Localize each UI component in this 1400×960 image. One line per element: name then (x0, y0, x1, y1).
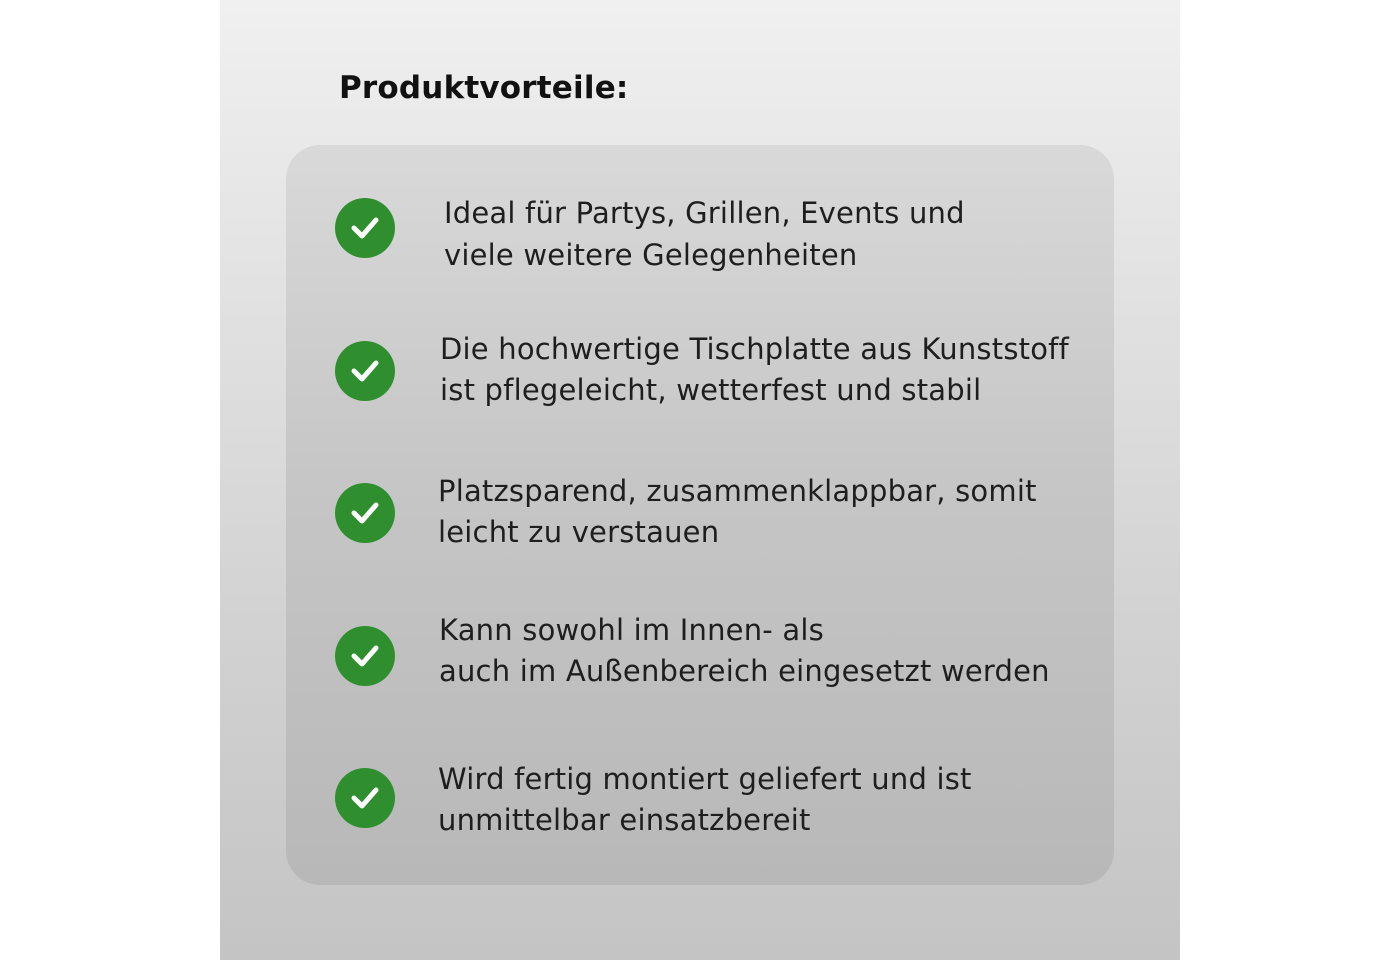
check-circle-icon (335, 483, 395, 543)
benefit-text (444, 192, 965, 276)
benefit-text (438, 471, 1037, 553)
benefit-line-2: ist pflegeleicht, wetterfest und stabil (440, 373, 982, 407)
benefit-line-1: Kann sowohl im Innen- als (439, 613, 824, 647)
benefits-card (286, 145, 1114, 885)
benefit-item-1 (286, 185, 1114, 285)
benefit-line-1: Platzsparend, zusammenklappbar, somit (438, 474, 1037, 508)
benefit-text (439, 610, 1050, 692)
page-title: Produktvorteile: (339, 70, 629, 106)
benefit-line-2: viele weitere Gelegenheiten (444, 238, 858, 272)
benefit-line-2: leicht zu verstauen (438, 515, 720, 549)
benefit-item-3 (286, 470, 1114, 570)
benefit-line-1: Wird fertig montiert geliefert und ist (438, 762, 972, 796)
check-circle-icon (335, 341, 395, 401)
check-circle-icon (335, 626, 395, 686)
check-circle-icon (335, 768, 395, 828)
benefit-line-1: Ideal für Partys, Grillen, Events und (444, 196, 965, 230)
benefit-item-5 (286, 755, 1114, 855)
benefit-item-2 (286, 328, 1114, 428)
benefit-text (438, 759, 972, 841)
product-benefits-panel (220, 0, 1180, 960)
benefit-line-2: unmittelbar einsatzbereit (438, 803, 811, 837)
benefit-line-1: Die hochwertige Tischplatte aus Kunststoff (440, 332, 1069, 366)
benefit-item-4 (286, 613, 1114, 713)
benefit-text (440, 329, 1069, 411)
benefit-line-2: auch im Außenbereich eingesetzt werden (439, 654, 1050, 688)
check-circle-icon (335, 198, 395, 258)
